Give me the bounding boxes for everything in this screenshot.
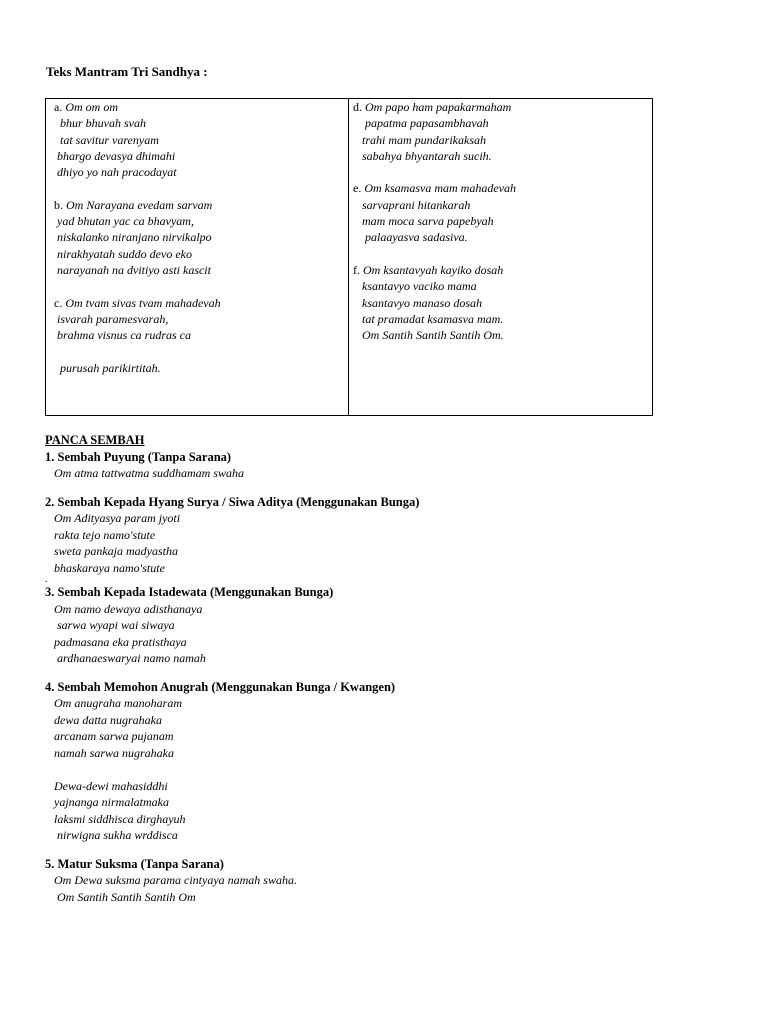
verse-e	[353, 180, 648, 245]
verse-marker: c.	[51, 295, 66, 310]
verse-text: Om ksantavyah kayiko dosah	[363, 262, 504, 277]
separator-dot: .	[45, 574, 48, 585]
verse-text: niskalanko niranjano nirvikalpo	[51, 230, 212, 245]
verse-line	[51, 262, 341, 278]
prayer-line: laksmi siddhisca dirghayuh	[45, 811, 186, 826]
verse-line	[51, 311, 341, 327]
prayer-line: Om namo dewaya adisthanaya	[45, 601, 203, 616]
sembah-section-4	[45, 679, 725, 844]
prayer-line: namah sarwa nugrahaka	[45, 745, 175, 760]
verse-marker: f.	[353, 262, 363, 277]
verse-text: narayanah na dvitiyo asti kascit	[51, 262, 211, 277]
mantra-table	[45, 98, 653, 416]
verse-line	[353, 132, 648, 148]
verse-line	[51, 343, 341, 359]
verse-text: Om om om	[65, 100, 118, 114]
verse-line	[51, 99, 341, 115]
prayer-line: Om Santih Santih Santih Om	[45, 889, 196, 904]
verse-line	[353, 311, 648, 327]
verse-text: trahi mam pundarikaksah	[353, 132, 486, 147]
verse-line	[353, 327, 648, 343]
verse-marker: d.	[353, 100, 365, 114]
verse-gap	[51, 278, 341, 294]
verse-line	[51, 327, 341, 343]
sembah-heading: 2. Sembah Kepada Hyang Surya / Siwa Aditya (Menggunakan Bunga)	[45, 494, 420, 509]
prayer-line: bhaskaraya namo'stute	[45, 560, 165, 575]
verse-text: Om tvam sivas tvam mahadevah	[65, 295, 221, 310]
verse-text: tat savitur varenyam	[51, 132, 159, 147]
panca-sections	[45, 449, 725, 906]
verse-line	[353, 229, 648, 245]
sembah-section-2	[45, 494, 725, 577]
verse-gap	[353, 246, 648, 262]
prayer-line	[45, 761, 725, 778]
prayer-line: sweta pankaja madyastha	[45, 544, 178, 558]
verse-line	[353, 295, 648, 311]
table-divider	[348, 99, 349, 415]
verse-line	[353, 180, 648, 196]
verse-line	[51, 213, 341, 229]
verse-text: bhur bhuvah svah	[51, 116, 146, 131]
section-gap	[45, 482, 725, 494]
table-left-column	[51, 99, 341, 376]
sembah-section-5	[45, 856, 725, 906]
verse-marker: b.	[51, 197, 66, 212]
document-title: Teks Mantram Tri Sandhya :	[46, 64, 208, 79]
verse-text: sarvaprani hitankarah	[353, 197, 471, 212]
sembah-heading: 3. Sembah Kepada Istadewata (Menggunakan Bunga)	[45, 585, 334, 599]
verse-line	[353, 115, 648, 131]
verse-text: isvarah paramesvarah,	[51, 311, 169, 326]
verse-text: yad bhutan yac ca bhavyam,	[51, 214, 194, 229]
prayer-line: rakta tejo namo'stute	[45, 527, 156, 542]
prayer-line: Om Adityasya param jyoti	[45, 511, 181, 525]
panca-sembah	[45, 432, 725, 905]
verse-line	[353, 197, 648, 213]
prayer-line: padmasana eka pratisthaya	[45, 634, 187, 649]
verse-line	[51, 229, 341, 245]
verse-text: Om Narayana evedam sarvam	[66, 197, 213, 212]
verse-line	[353, 278, 648, 294]
section-gap	[45, 844, 725, 856]
verse-text: palaayasva sadasiva.	[353, 230, 468, 245]
verse-text: Om ksamasva mam mahadevah	[364, 181, 516, 196]
sembah-heading: 5. Matur Suksma (Tanpa Sarana)	[45, 856, 224, 871]
verse-line	[51, 132, 341, 148]
sembah-section-1	[45, 449, 725, 482]
prayer-line: Om anugraha manoharam	[45, 696, 183, 710]
verse-line	[51, 164, 341, 180]
verse-line	[51, 360, 341, 376]
verse-line	[51, 295, 341, 311]
verse-line	[51, 197, 341, 213]
verse-text: brahma visnus ca rudras ca	[51, 328, 191, 343]
verse-text: dhiyo yo nah pracodayat	[51, 165, 177, 180]
verse-b	[51, 197, 341, 278]
verse-text: mam moca sarva papebyah	[353, 214, 494, 229]
verse-text	[51, 344, 54, 358]
verse-line	[51, 148, 341, 164]
verse-gap	[353, 164, 648, 180]
verse-f	[353, 262, 648, 343]
prayer-line: nirwigna sukha wrddisca	[45, 828, 178, 842]
sembah-section-3	[45, 584, 725, 667]
verse-marker: a.	[51, 100, 66, 114]
verse-text: bhargo devasya dhimahi	[51, 148, 176, 163]
verse-text: tat pramadat ksamasva mam.	[353, 311, 504, 326]
prayer-line: sarwa wyapi wai siwaya	[45, 618, 175, 632]
prayer-line: Om atma tattwatma suddhamam swaha	[45, 466, 245, 480]
verse-line	[51, 246, 341, 262]
verse-text: papatma papasambhavah	[353, 116, 489, 131]
verse-line	[353, 262, 648, 278]
prayer-line: dewa datta nugrahaka	[45, 712, 162, 727]
verse-line	[353, 99, 648, 115]
verse-text: nirakhyatah suddo devo eko	[51, 246, 192, 261]
verse-gap	[51, 180, 341, 196]
prayer-line: ardhanaeswaryai namo namah	[45, 651, 206, 665]
verse-c	[51, 295, 341, 376]
sembah-heading: 1. Sembah Puyung (Tanpa Sarana)	[45, 449, 232, 464]
verse-line	[353, 213, 648, 229]
verse-marker: e.	[353, 181, 365, 196]
verse-text: Om Santih Santih Santih Om.	[353, 328, 504, 343]
verse-a	[51, 99, 341, 180]
verse-line	[51, 115, 341, 131]
prayer-line: Dewa-dewi mahasiddhi	[45, 778, 168, 793]
verse-text: sabahya bhyantarah sucih.	[353, 148, 492, 163]
verse-text: purusah parikirtitah.	[51, 360, 161, 375]
panca-sembah-heading: PANCA SEMBAH	[45, 433, 145, 447]
section-gap	[45, 667, 725, 679]
verse-text: ksantavyo vaciko mama	[353, 279, 477, 294]
prayer-line: yajnanga nirmalatmaka	[45, 795, 169, 809]
verse-text: Om papo ham papakarmaham	[365, 100, 512, 114]
verse-text: ksantavyo manaso dosah	[353, 295, 482, 310]
verse-d	[353, 99, 648, 164]
verse-line	[353, 148, 648, 164]
sembah-heading: 4. Sembah Memohon Anugrah (Menggunakan Bunga / Kwangen)	[45, 679, 396, 694]
table-right-column	[353, 99, 648, 343]
prayer-line: Om Dewa suksma parama cintyaya namah swaha.	[45, 873, 297, 887]
prayer-line: arcanam sarwa pujanam	[45, 729, 174, 743]
